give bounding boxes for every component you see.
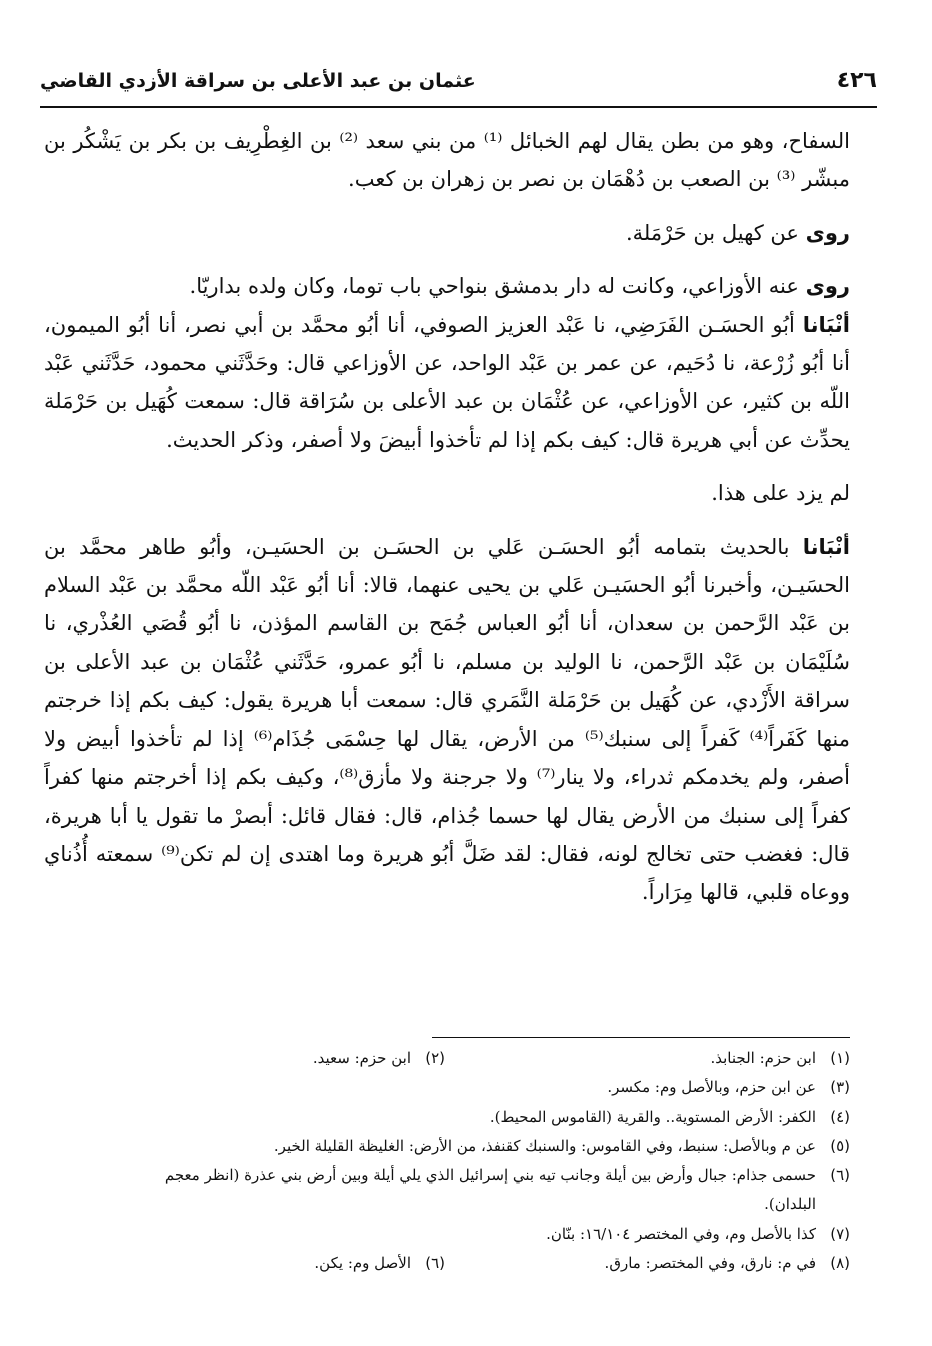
footnote-text: كذا بالأصل وم، وفي المختصر ١٦/١٠٤: بنّان. [546, 1224, 816, 1243]
paragraph-text: عنه الأوزاعي، وكانت له دار بدمشق بنواحي باب توما، وكان ولده بداريّا. [189, 274, 806, 299]
paragraph [44, 122, 850, 199]
footnote-continuation: البلدان). [764, 1195, 816, 1214]
footnote [40, 1103, 850, 1132]
footnotes [40, 1044, 850, 1304]
footnote [40, 1249, 445, 1278]
footnote [445, 1249, 850, 1278]
paragraph-text: السفاح، وهو من بطن يقال لهم الخبائل ⁽¹⁾ من بني سعد ⁽²⁾ بن الغِطْرِيف بن بكر بن يَشْكُر بن مبشّر ⁽³⁾ بن الصعب بن دُهْمَان بن نصر بن زهران بن كعب. [44, 129, 850, 192]
narration-keyword: أنْبَانا [802, 534, 850, 559]
paragraph [44, 306, 850, 460]
page-number: ٤٢٦ [836, 68, 877, 93]
footnote-number: (٦) [425, 1254, 445, 1273]
main-text [44, 122, 850, 1062]
footnote-number: (٨) [830, 1254, 850, 1273]
footnote [40, 1220, 850, 1249]
footnote-number: (٣) [830, 1078, 850, 1097]
footnote [445, 1044, 850, 1073]
narration-keyword: روى [805, 274, 850, 299]
footnote-text: في م: نارق، وفي المختصر: مارق. [604, 1254, 816, 1273]
narration-keyword: أنْبَانا [802, 312, 850, 337]
paragraph [44, 267, 850, 305]
page-header [40, 66, 877, 106]
footnote [40, 1132, 850, 1161]
paragraph [44, 214, 850, 252]
footnote-number: (٤) [830, 1107, 850, 1126]
footnote-text: ابن حزم: سعيد. [312, 1049, 411, 1067]
footnote [40, 1161, 850, 1190]
paragraph-text: عن كهيل بن حَرْمَلة. [625, 220, 806, 245]
paragraph [44, 474, 850, 512]
paragraph-text: بالحديث بتمامه أبُو الحسَـن عَلي بن الحسَـن بن الحسَيـن، وأبُو طاهر محمَّد بن الحسَيـن، وأخبرنا أبُو الحسَيـن عَلي بن يحيى عنهما، قالا: أنا أبُو عَبْد اللّه محمَّد بن عَبْد السلام بن عَبْد الرَّحمن بن سعدان، أنا أبُو العباس جُمَح بن القاسم المؤذن، نا أبُو قُصَي العُذْري، نا سُلَيْمَان بن عَبْد الرَّحمن، نا الوليد بن مسلم، نا أبُو عمرو، حَدَّثَني عُثْمَان بن عبد الأعلى بن سراقة الأَزْدي، عن كُهَيل بن حَرْمَلة النَّمَري قال: سمعت أبا هريرة يقول: كيف بكم إذا خرجتم منها كَفَراً⁽⁴⁾ كَفراً إلى سنبك⁽⁵⁾ من الأرض، يقال لها حِسْمَى جُذَام⁽⁶⁾ إذا لم تأخذوا أبيض ولا أصفر، ولم يخدمكم ثدراء، ولا ينار⁽⁷⁾ ولا جرجنة ولا مأزق⁽⁸⁾، وكيف بكم إذا أخرجتم منها كفراً كفراً إلى سنبك من الأرض يقال لها حسما جُذام، قال: فقال قائل: أبصرْ ما تقول يا أبا هريرة، قال: فغضب حتى تخالج لونه، فقال: لقد ضَلَّ أبُو هريرة وما اهتدى إن لم تكن⁽⁹⁾ سمعته أُذُناي ووعاه قلبي، قالها مِرَاراً. [44, 534, 850, 905]
footnote-text: الكفر: الأرض المستوية.. والقرية (القاموس المحيط). [489, 1107, 816, 1126]
footnote-text: ابن حزم: الجنابذ. [710, 1049, 816, 1067]
footnote-number: (٦) [830, 1166, 850, 1185]
footnote-number: (٥) [830, 1136, 850, 1155]
footnote-text: عن م وبالأصل: سنبط، وفي القاموس: والسنبك كقنفذ، من الأرض: الغليظة القليلة الخير. [273, 1136, 816, 1155]
footnote-text: الأصل وم: يكن. [314, 1254, 411, 1273]
footnote-divider [432, 1037, 850, 1038]
paragraph-text: أبُو الحسَـن الفَرَضِي، نا عَبْد العزيز الصوفي، أنا أبُو محمَّد بن أبي نصر، أنا أبُو الميمون، أنا أبُو زُرْعة، نا دُحَيم، عن عمر بن عَبْد الواحد، عن الأوزاعي قال: وحَدَّثَني محمود، حَدَّثَني عَبْد اللّه بن كثير، عن الأوزاعي، عن عُثْمَان بن عبد الأعلى بن سُرَاقة قال: سمعت كُهَيل بن حَرْمَلة يحدِّث عن أبي هريرة قال: كيف بكم إذا لم تأخذوا أبيضَ ولا أصفر، وذكر الحديث. [44, 312, 850, 452]
footnote [40, 1044, 445, 1073]
footnote-number: (٧) [830, 1224, 850, 1243]
running-title: عثمان بن عبد الأعلى بن سراقة الأزدي القاضي [40, 70, 476, 92]
footnote-number: (١) [830, 1049, 850, 1067]
footnote-text: حسمى جذام: جبال وأرض بين أيلة وجانب تيه بني إسرائيل الذي يلي أيلة وبين أرض بني عذرة (انظر معجم [164, 1166, 816, 1185]
footnote-number: (٢) [425, 1049, 445, 1067]
footnote [40, 1073, 850, 1102]
narration-keyword: روى [805, 220, 850, 245]
header-divider [40, 106, 877, 108]
footnote-text: عن ابن حزم، وبالأصل وم: مكسر. [607, 1078, 816, 1097]
paragraph-text: لم يزد على هذا. [711, 481, 850, 506]
paragraph [44, 528, 850, 912]
